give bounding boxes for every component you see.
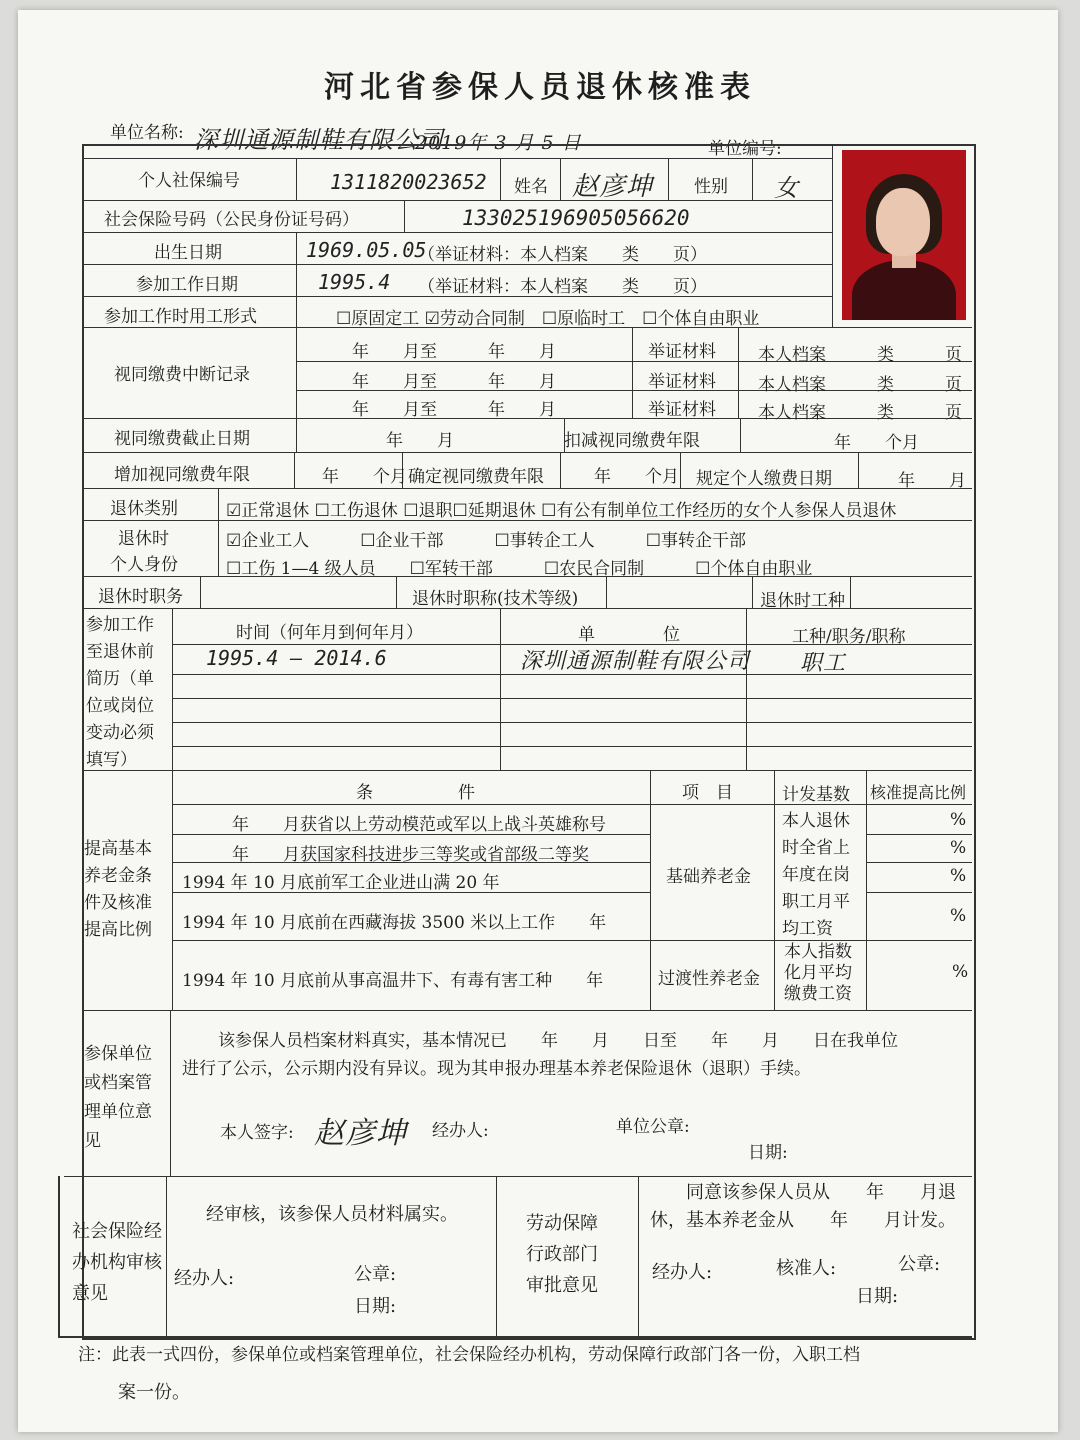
- raise-percent-2: %: [950, 838, 967, 858]
- retire-type-label: 退休类别: [110, 499, 178, 519]
- personal-pay-label: 规定个人缴费日期: [696, 469, 832, 489]
- resume-col-job: 工种/职务/职称: [792, 627, 906, 647]
- raise-base-basic: 本人退休时全省上年度在岗职工月平均工资: [782, 811, 850, 939]
- raise-percent-5: %: [952, 962, 969, 982]
- retire-type-options: ☑正常退休 ☐工伤退休 ☐退职☐延期退休 ☐有公有制单位工作经历的女个人参保人员退休: [226, 501, 897, 521]
- interruption-period-2: 年 月至 年 月: [352, 372, 556, 392]
- interruption-evidence-2: 本人档案 类 页: [758, 375, 962, 395]
- end-date-label: 视同缴费截止日期: [114, 429, 250, 449]
- unit-name-value: 深圳通源制鞋有限公司: [194, 126, 444, 154]
- interruption-evidence-label-2: 举证材料: [648, 372, 716, 392]
- name-value: 赵彦坤: [572, 172, 654, 202]
- deduct-value: 年 个月: [834, 433, 919, 453]
- birth-label: 出生日期: [154, 243, 222, 263]
- labor-date-label: 日期:: [856, 1286, 899, 1307]
- identity-options-row1: ☑企业工人 ☐企业干部 ☐事转企工人 ☐事转企干部: [226, 531, 746, 551]
- raise-cond-1: 年 月获省以上劳动模范或军以上战斗英雄称号: [232, 815, 606, 835]
- raise-col-ratio: 核准提高比例: [870, 783, 967, 802]
- labor-label: 劳动保障行政部门审批意见: [526, 1213, 598, 1296]
- resume-row1-job: 职工: [800, 651, 847, 676]
- raise-item-transition: 过渡性养老金: [658, 969, 760, 989]
- labor-text-2: 休，基本养老金从 年 月计发。: [650, 1210, 956, 1231]
- signature-value: 赵彦坤: [314, 1116, 407, 1151]
- work-start-evidence: （举证材料：本人档案 类 页）: [418, 277, 707, 297]
- identity-label-line1: 退休时: [118, 529, 169, 549]
- birth-evidence: （举证材料：本人档案 类 页）: [418, 245, 707, 265]
- interruption-period-3: 年 月至 年 月: [352, 400, 556, 420]
- interruption-evidence-label-3: 举证材料: [648, 400, 716, 420]
- raise-cond-4: 1994 年 10 月底前在西藏海拔 3500 米以上工作 年: [182, 913, 607, 933]
- work-start-value: 1995.4: [318, 270, 391, 294]
- unit-opinion-label: 参保单位或档案管理单位意见: [84, 1044, 152, 1151]
- id-value: 133025196905056620: [462, 206, 690, 230]
- retire-trade-label: 退休时工种: [760, 591, 845, 611]
- retire-position-label: 退休时职务: [98, 587, 183, 607]
- gender-value: 女: [774, 174, 799, 202]
- end-date-value: 年 月: [386, 431, 454, 451]
- name-label: 姓名: [514, 177, 548, 197]
- resume-row1-time: 1995.4 — 2014.6: [206, 646, 387, 670]
- raise-cond-5: 1994 年 10 月底前从事高温井下、有毒有害工种 年: [182, 971, 604, 991]
- raise-base-transition: 本人指数化月平均缴费工资: [784, 942, 852, 1004]
- raise-col-item: 项 目: [682, 783, 733, 803]
- add-years-label: 增加视同缴费年限: [114, 465, 250, 485]
- unit-opinion-text-1: 该参保人员档案材料真实，基本情况已 年 月 日至 年 月 日在我单位: [218, 1031, 898, 1051]
- birth-value: 1969.05.05: [306, 238, 427, 262]
- raise-col-base: 计发基数: [782, 785, 850, 805]
- footnote-line1: 注：此表一式四份，参保单位或档案管理单位，社会保险经办机构，劳动保障行政部门各一份，入职工档: [78, 1345, 860, 1365]
- interruption-evidence-1: 本人档案 类 页: [758, 345, 962, 365]
- signature-label: 本人签字:: [220, 1123, 294, 1143]
- labor-approver-label: 核准人:: [776, 1258, 837, 1279]
- unit-date-label: 日期:: [748, 1143, 788, 1163]
- resume-label: 参加工作至退休前简历（单位或岗位变动必须填写）: [86, 615, 154, 770]
- raise-percent-1: %: [950, 810, 967, 830]
- agency-label: 社会保险经办机构审核意见: [72, 1221, 162, 1304]
- unit-seal-label: 单位公章:: [616, 1117, 690, 1137]
- confirm-years-label: 确定视同缴费年限: [408, 467, 544, 487]
- employment-form-label: 参加工作时用工形式: [104, 307, 257, 327]
- unit-opinion-text-2: 进行了公示，公示期内没有异议。现为其申报办理基本养老保险退休（退职）手续。: [182, 1059, 811, 1079]
- gender-label: 性别: [694, 177, 728, 197]
- agency-date-label: 日期:: [354, 1296, 397, 1317]
- resume-col-time: 时间（何年月到何年月）: [236, 623, 423, 643]
- raise-percent-3: %: [950, 866, 967, 886]
- form-date: 2019年 3 月 5 日: [415, 132, 582, 154]
- raise-percent-4: %: [950, 906, 967, 926]
- interruption-evidence-label-1: 举证材料: [648, 342, 716, 362]
- interruption-evidence-3: 本人档案 类 页: [758, 403, 962, 423]
- raise-cond-2: 年 月获国家科技进步三等奖或省部级二等奖: [232, 845, 589, 865]
- retire-title-label: 退休时职称(技术等级): [412, 589, 579, 609]
- raise-label: 提高基本养老金条件及核准提高比例: [84, 839, 152, 940]
- agency-text: 经审核，该参保人员材料属实。: [206, 1204, 458, 1225]
- labor-seal-label: 公章:: [898, 1254, 941, 1275]
- work-start-label: 参加工作日期: [136, 275, 238, 295]
- deduct-label: 扣减视同缴费年限: [564, 431, 700, 451]
- form-title: 河北省参保人员退休核准表: [324, 70, 756, 105]
- id-label: 社会保险号码（公民身份证号码）: [104, 210, 359, 230]
- identity-label-line2: 个人身份: [110, 555, 178, 575]
- raise-col-condition: 条 件: [356, 783, 475, 803]
- add-years-value: 年 个月: [322, 467, 407, 487]
- personal-pay-value: 年 月: [898, 471, 966, 491]
- confirm-years-value: 年 个月: [594, 467, 679, 487]
- agency-seal-label: 公章:: [354, 1264, 397, 1285]
- interruption-label: 视同缴费中断记录: [114, 365, 250, 385]
- resume-col-unit: 单 位: [578, 625, 680, 645]
- raise-item-basic: 基础养老金: [666, 867, 751, 887]
- unit-handler-label: 经办人:: [432, 1121, 489, 1141]
- interruption-period-1: 年 月至 年 月: [352, 342, 556, 362]
- labor-handler-label: 经办人:: [652, 1262, 713, 1283]
- resume-row1-unit: 深圳通源制鞋有限公司: [520, 649, 751, 674]
- raise-cond-3: 1994 年 10 月底前军工企业进山满 20 年: [182, 873, 500, 893]
- labor-text-1: 同意该参保人员从 年 月退: [686, 1182, 956, 1203]
- employment-form-options: ☐原固定工 ☑劳动合同制 ☐原临时工 ☐个体自由职业: [336, 309, 760, 329]
- unit-code-label: 单位编号:: [708, 139, 782, 159]
- footnote-line2: 案一份。: [118, 1382, 190, 1403]
- agency-handler-label: 经办人:: [174, 1268, 235, 1289]
- identity-options-row2: ☐工伤 1—4 级人员 ☐军转干部 ☐农民合同制 ☐个体自由职业: [226, 559, 813, 579]
- unit-name-label: 单位名称:: [110, 123, 184, 143]
- ss-no-label: 个人社保编号: [138, 171, 240, 191]
- ss-no-value: 1311820023652: [330, 170, 487, 194]
